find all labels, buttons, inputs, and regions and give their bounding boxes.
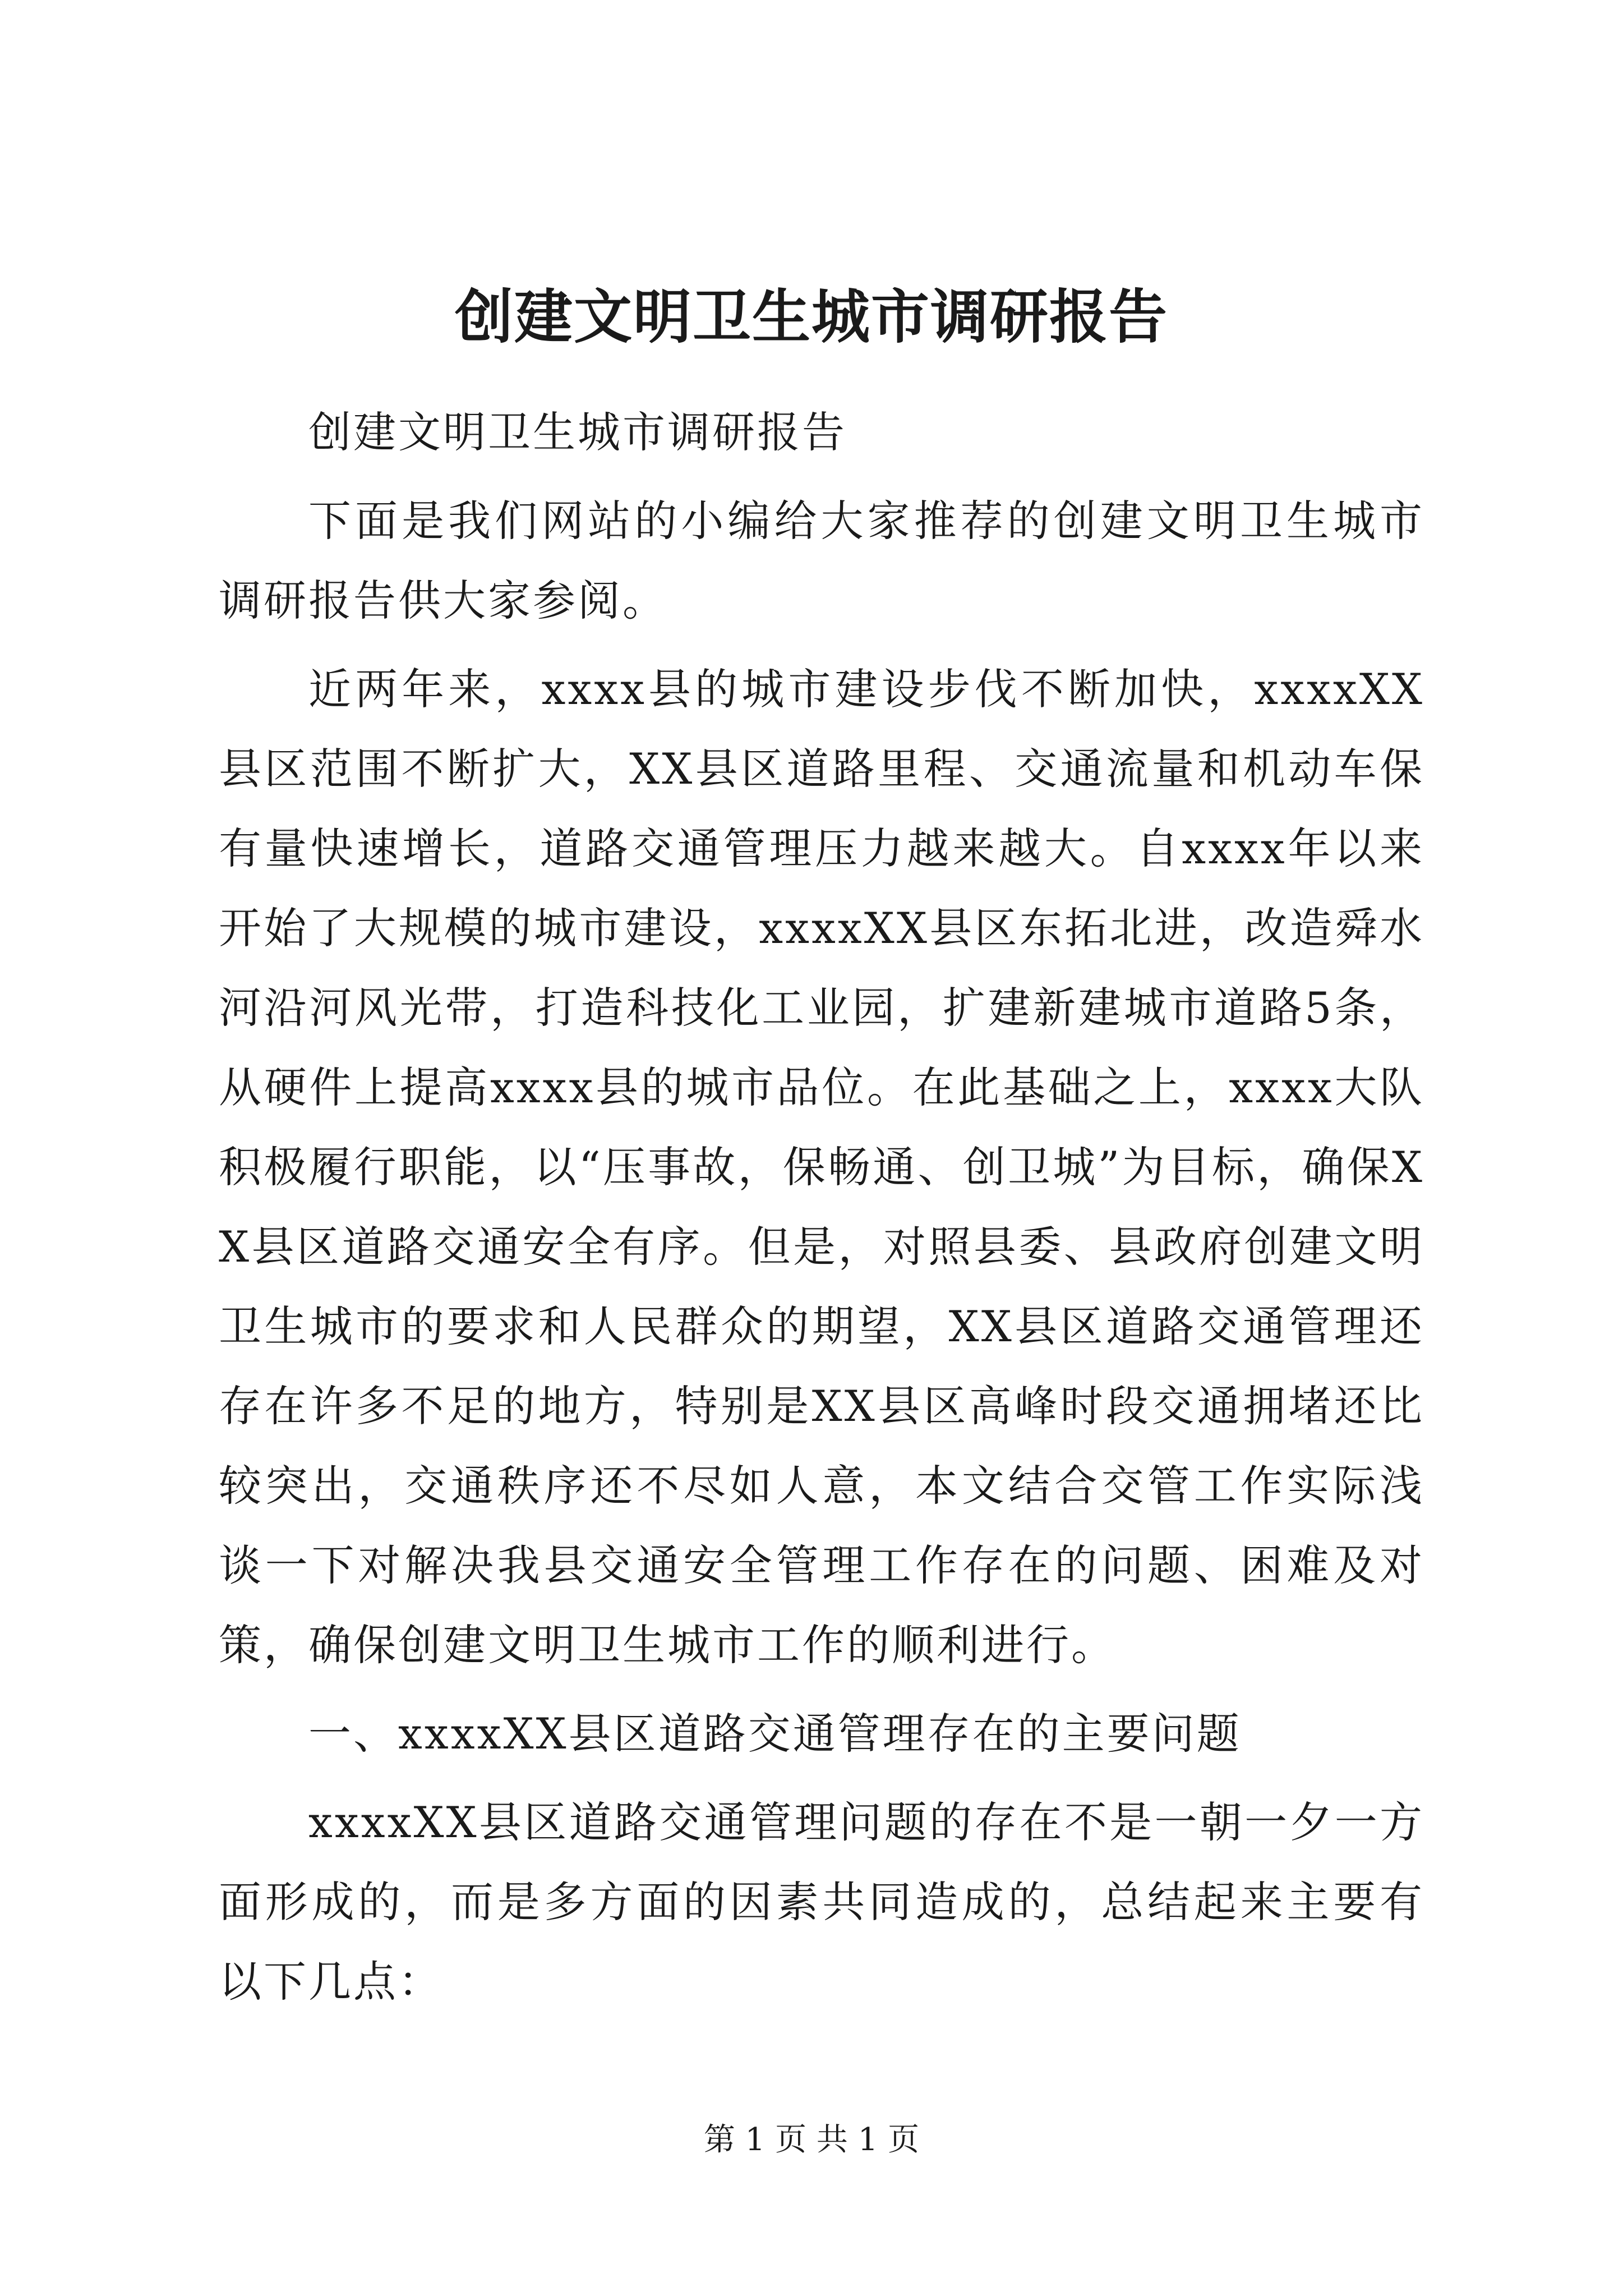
- paragraph-intro: 下面是我们网站的小编给大家推荐的创建文明卫生城市调研报告供大家参阅。: [219, 496, 1424, 625]
- section-heading-1: 一、xxxxXX县区道路交通管理存在的主要问题: [308, 1709, 1242, 1759]
- paragraph-subtitle: 创建文明卫生城市调研报告: [308, 407, 847, 457]
- paragraph-background: 近两年来，xxxx县的城市建设步伐不断加快，xxxxXX县区范围不断扩大，XX县区道路里程、交通流量和机动车保有量快速增长，道路交通管理压力越来越大。自xxxx年以来开始了大规模的城市建设，xxxxXX县区东拓北进，改造舜水河沿河风光带，打造科技化工业园，扩建新建城市道路5条，从硬件上提高xxxx县的城市品位。在此基础之上，xxxx大队积极履行职能，以“压事故，保畅通、创卫城”为目标，确保XX县区道路交通安全有序。但是，对照县委、县政府创建文明卫生城市的要求和人民群众的期望，XX县区道路交通管理还存在许多不足的地方，特别是XX县区高峰时段交通拥堵还比较突出，交通秩序还不尽如人意，本文结合交管工作实际浅谈一下对解决我县交通安全管理工作存在的问题、困难及对策，确保创建文明卫生城市工作的顺利进行。: [219, 664, 1424, 1670]
- document-body: [219, 393, 1424, 2022]
- page-footer: 第 1 页 共 1 页: [703, 2122, 920, 2158]
- document-title: 创建文明卫生城市调研报告: [454, 282, 1168, 351]
- paragraph-section-1: xxxxXX县区道路交通管理问题的存在不是一朝一夕一方面形成的，而是多方面的因素共同造成的，总结起来主要有以下几点：: [219, 1797, 1424, 2007]
